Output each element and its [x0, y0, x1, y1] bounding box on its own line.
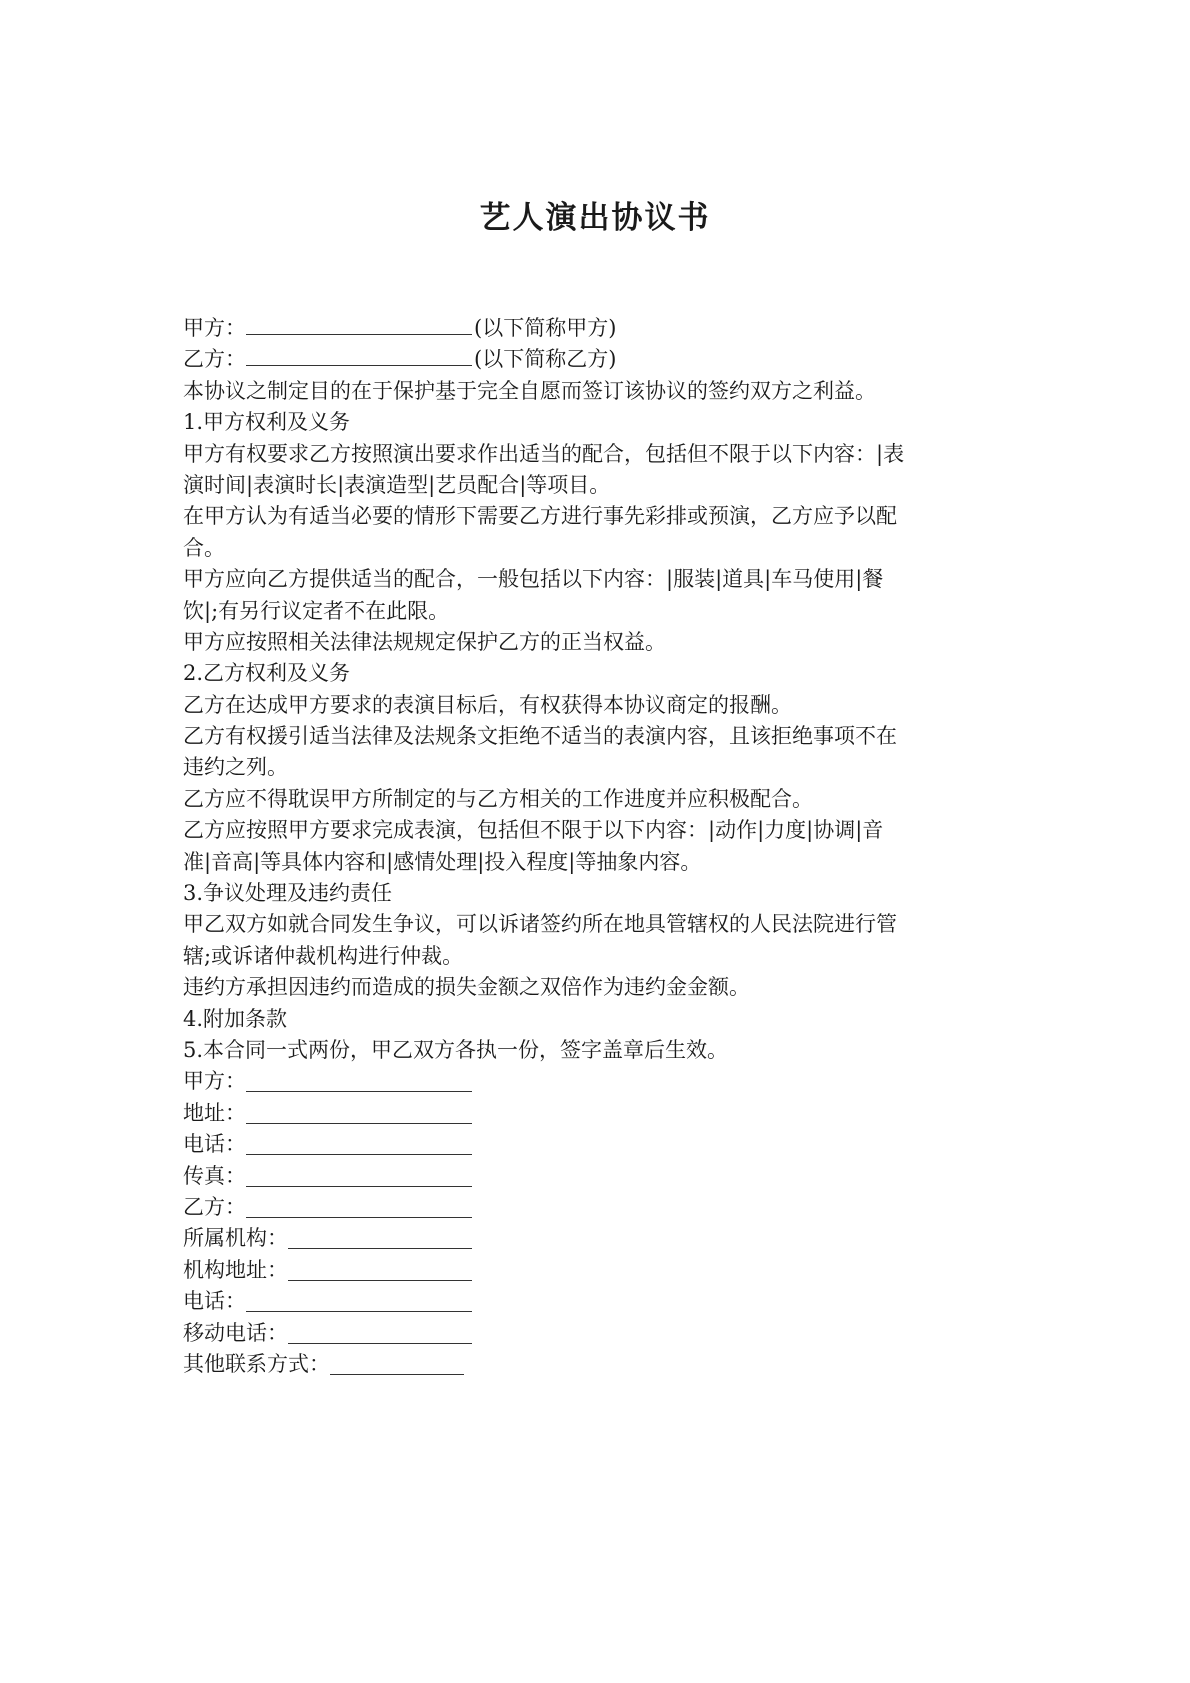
document-title: 艺人演出协议书	[479, 200, 711, 236]
document-body	[183, 313, 1023, 1380]
section-2-para-2-line-1: 乙方有权援引适当法律及法规条文拒绝不适当的表演内容，且该拒绝事项不在	[183, 724, 897, 749]
section-2-para-1: 乙方在达成甲方要求的表演目标后，有权获得本协议商定的报酬。	[183, 692, 792, 717]
party-a-suffix: (以下简称甲方)	[474, 316, 617, 340]
signature-blank[interactable]	[330, 1353, 464, 1375]
section-2-para-2-line-2: 违约之列。	[183, 755, 288, 780]
party-a-blank[interactable]	[246, 313, 472, 335]
signature-row-party-b	[183, 1192, 1023, 1223]
signature-blank[interactable]	[288, 1322, 472, 1344]
section-1-para-3-line-1: 甲方应向乙方提供适当的配合，一般包括以下内容：|服装|道具|车马使用|餐	[183, 567, 884, 592]
signature-blank[interactable]	[288, 1227, 472, 1249]
signature-blank[interactable]	[246, 1133, 472, 1155]
section-5-heading: 5.本合同一式两份，甲乙双方各执一份，签字盖章后生效。	[183, 1037, 729, 1062]
signature-row-org-address	[183, 1255, 1023, 1286]
signature-blank[interactable]	[246, 1196, 472, 1218]
purpose-text: 本协议之制定目的在于保护基于完全自愿而签订该协议的签约双方之利益。	[183, 378, 876, 403]
signature-row-phone	[183, 1129, 1023, 1160]
party-a-line	[183, 313, 1023, 344]
signature-row-mobile	[183, 1318, 1023, 1349]
section-1-para-1-line-2: 演时间|表演时长|表演造型|艺员配合|等项目。	[183, 472, 611, 497]
section-1-para-2-line-1: 在甲方认为有适当必要的情形下需要乙方进行事先彩排或预演，乙方应予以配	[183, 504, 897, 529]
signature-blank[interactable]	[246, 1165, 472, 1187]
signature-label: 甲方：	[183, 1069, 246, 1094]
signature-label: 其他联系方式：	[183, 1351, 330, 1376]
signature-label: 乙方：	[183, 1194, 246, 1219]
signature-row-organization	[183, 1223, 1023, 1254]
signature-row-party-a	[183, 1066, 1023, 1097]
signature-label: 地址：	[183, 1100, 246, 1125]
section-3-heading: 3.争议处理及违约责任	[183, 881, 393, 906]
section-2-para-4-line-1: 乙方应按照甲方要求完成表演，包括但不限于以下内容：|动作|力度|协调|音	[183, 818, 884, 843]
signature-row-phone-2	[183, 1286, 1023, 1317]
section-1-heading: 1.甲方权利及义务	[183, 410, 351, 435]
section-3-para-1-line-1: 甲乙双方如就合同发生争议，可以诉诸签约所在地具管辖权的人民法院进行管	[183, 912, 897, 937]
signature-block	[183, 1066, 1023, 1380]
signature-blank[interactable]	[288, 1259, 472, 1281]
signature-label: 移动电话：	[183, 1320, 288, 1345]
section-3-para-2: 违约方承担因违约而造成的损失金额之双倍作为违约金金额。	[183, 975, 750, 1000]
signature-label: 所属机构：	[183, 1226, 288, 1251]
section-4-heading: 4.附加条款	[183, 1006, 288, 1031]
party-b-blank[interactable]	[246, 344, 472, 366]
section-2-para-4-line-2: 准|音高|等具体内容和|感情处理|投入程度|等抽象内容。	[183, 849, 702, 874]
signature-blank[interactable]	[246, 1290, 472, 1312]
signature-row-other-contact	[183, 1349, 1023, 1380]
signature-label: 机构地址：	[183, 1257, 288, 1282]
signature-label: 电话：	[183, 1132, 246, 1157]
section-1-para-4: 甲方应按照相关法律法规规定保护乙方的正当权益。	[183, 629, 666, 654]
section-1-para-1-line-1: 甲方有权要求乙方按照演出要求作出适当的配合，包括但不限于以下内容：|表	[183, 441, 905, 466]
party-a-label: 甲方：	[183, 316, 246, 340]
signature-row-fax	[183, 1161, 1023, 1192]
section-2-heading: 2.乙方权利及义务	[183, 661, 351, 686]
section-2-para-3: 乙方应不得耽误甲方所制定的与乙方相关的工作进度并应积极配合。	[183, 786, 813, 811]
signature-blank[interactable]	[246, 1070, 472, 1092]
party-b-line	[183, 344, 1023, 375]
party-b-suffix: (以下简称乙方)	[474, 347, 617, 372]
party-b-label: 乙方：	[183, 347, 246, 372]
signature-label: 传真：	[183, 1163, 246, 1188]
signature-blank[interactable]	[246, 1102, 472, 1124]
signature-label: 电话：	[183, 1289, 246, 1314]
signature-row-address	[183, 1098, 1023, 1129]
section-1-para-2-line-2: 合。	[183, 535, 225, 560]
section-1-para-3-line-2: 饮|;有另行议定者不在此限。	[183, 598, 450, 623]
section-3-para-1-line-2: 辖;或诉诸仲裁机构进行仲裁。	[183, 943, 464, 968]
